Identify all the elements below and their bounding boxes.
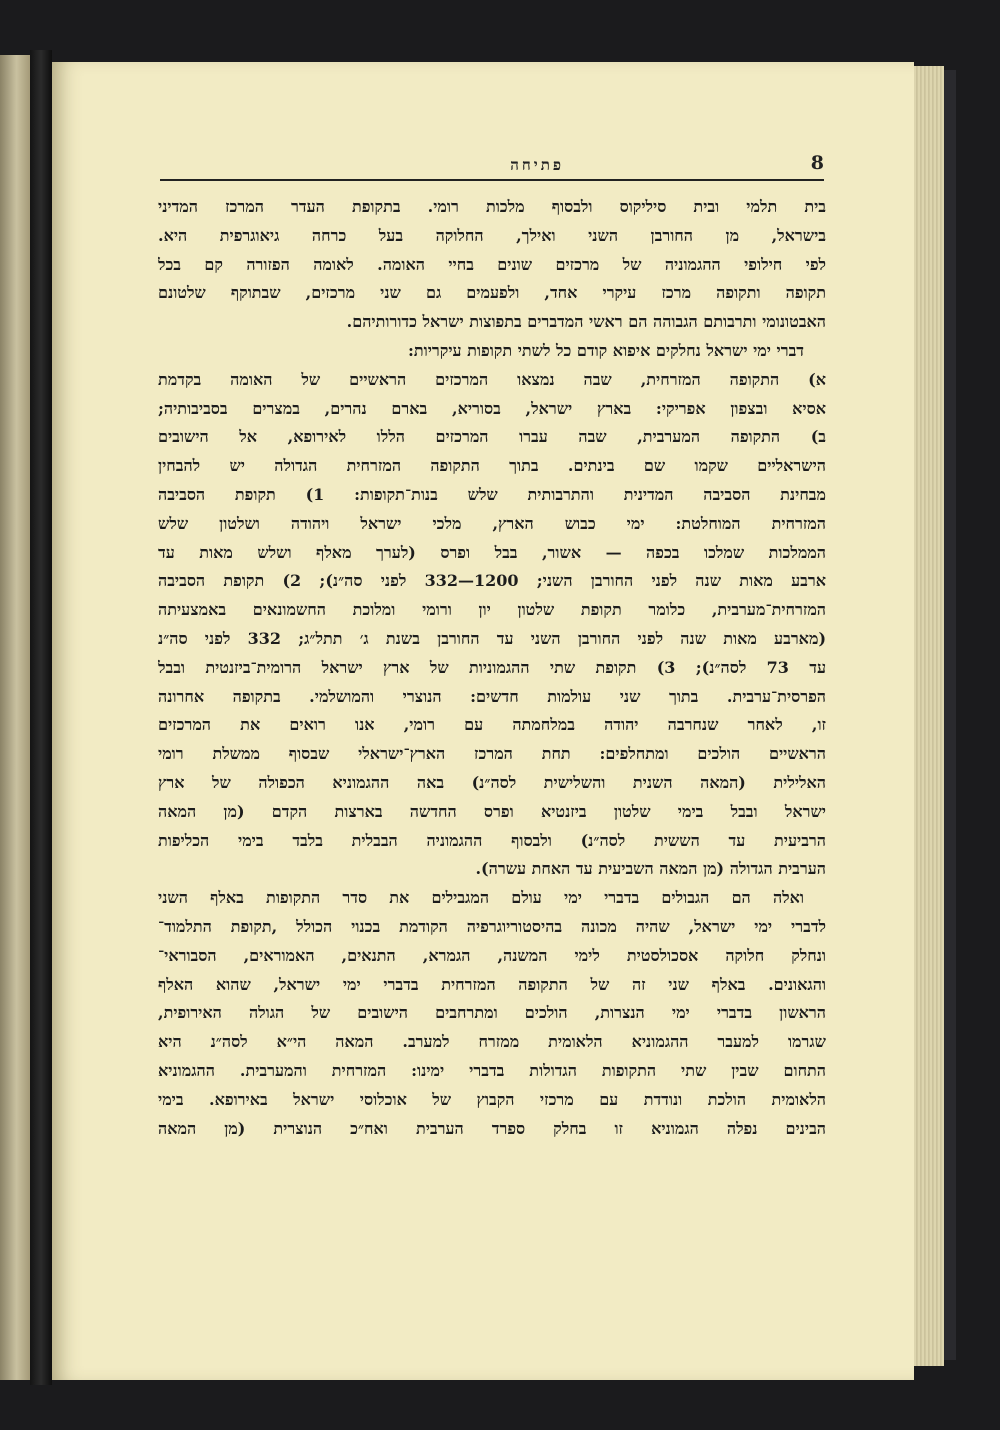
text-line: ב) התקופה המערבית, שבה עברו המרכזים הללו לאירופא, אל הישובים xyxy=(158,427,826,447)
body-text xyxy=(158,193,826,1143)
text-line: ארבע מאות שנה לפני החורבן השני; 1200—332 לפני סה״נ); 2) תקופת הסביבה xyxy=(158,571,826,591)
text-line: ישראל ובבל בימי שלטון ביזנטיא ופרס החדשה בארצות הקדם (מן המאה xyxy=(158,801,826,821)
text-line: הראשון בדברי ימי הנצרות, הולכים ומתרחבים הישובים של הגולה האירופית, xyxy=(158,1003,826,1023)
text-line: הממלכות שמלכו בכפה — אשור, בבל ופרס (לערך מאלף ושלש מאות עד xyxy=(158,542,826,562)
text-line: זו, לאחר שנחרבה יהודה במלחמתה עם רומי, אנו רואים את המרכזים xyxy=(158,715,826,735)
text-line: האבטונומי ותרבותם הגבוהה הם ראשי המדברים בתפוצות ישראל כדורותיהם. xyxy=(346,312,826,332)
text-line: התחום שבין שתי התקופות הגדולות בדברי ימינו: המזרחית והמערבית. ההגמוניא xyxy=(158,1060,826,1080)
page-stack-edges xyxy=(914,66,944,1366)
text-line: הבינים נפלה הגמוניא זו בחלק ספרד הערבית ואח״כ הנוצרית (מן המאה xyxy=(158,1118,826,1138)
text-line: לפי חילופי ההגמוניה של מרכזים שונים בחיי האומה. לאומה הפזורה קם בכל xyxy=(158,254,826,274)
text-line: הערבית הגדולה (מן המאה השביעית עד האחת עשרה). xyxy=(475,859,826,879)
text-line: אסיא ובצפון אפריקי: בארץ ישראל, בסוריא, בארם נהרים, במצרים בסביבותיה; xyxy=(158,398,826,418)
running-title: פתיחה xyxy=(510,156,564,174)
text-line: בישראל, מן החורבן השני ואילך, החלוקה בעל כרחה גיאוגרפית היא. xyxy=(158,225,826,245)
text-line-indented: ואלה הם הגבולים בדברי ימי עולם המגבילים את סדר התקופות באלף השני xyxy=(158,888,804,908)
text-line: ונחלק חלוקה אסכולסטית לימי המשנה, הגמרא, התנאים, האמוראים, הסבוראי־ xyxy=(158,945,826,965)
text-line: בית תלמי ובית סיליקוס ולבסוף מלכות רומי. בתקופת העדר המרכז המדיני xyxy=(158,197,826,216)
text-line: תקופה ותקופה מרכז עיקרי אחד, ולפעמים גם שני מרכזים, שבתוקף שלטונם xyxy=(158,283,826,303)
header-rule xyxy=(160,179,824,181)
text-line: (מארבע מאות שנה לפני החורבן השני עד החורבן בשנת ג׳ תתל״ג; 332 לפני סה״נ xyxy=(158,628,826,648)
text-line: המזרחית־מערבית, כלומר תקופת שלטון יון ורומי ומלוכת החשמונאים באמצעיתה xyxy=(158,600,826,620)
book-gutter xyxy=(30,50,52,1385)
text-line: מבחינת הסביבה המדינית והתרבותית שלש בנות־תקופות: 1) תקופת הסביבה xyxy=(158,484,826,504)
text-line: הישראליים שקמו שם בינתים. בתוך התקופה המזרחית הגדולה יש להבחין xyxy=(158,456,826,476)
text-line: הפרסית־ערבית. בתוך שני עולמות חדשים: הנוצרי והמושלמי. בתקופה אחרונה xyxy=(158,686,826,706)
running-head xyxy=(160,152,824,182)
text-line: לדברי ימי ישראל, שהיה מכונה בהיסטוריוגרפיה הקודמת בכנוי הכולל ,תקופת התלמוד־ xyxy=(158,916,826,936)
text-line: המזרחית המוחלטת: ימי כבוש הארץ, מלכי ישראל ויהודה ושלטון שלש xyxy=(158,513,826,533)
facing-page-edge xyxy=(0,55,30,1380)
text-line: הרביעית עד הששית לסה״נ) ולבסוף ההגמוניה הבבלית בלבד בימי הכליפות xyxy=(158,830,826,850)
text-line: והגאונים. באלף שני זה של התקופה המזרחית בדברי ימי ישראל, שהוא האלף xyxy=(158,974,826,994)
text-line: שגרמו למעבר ההגמוניא הלאומית ממזרח למערב. המאה הי״א לסה״נ היא xyxy=(158,1032,826,1052)
book-cover-edge xyxy=(944,70,956,1360)
text-line: הלאומית הולכת ונודדת עם מרכזי הקבוץ של אוכלוסי ישראל באירופא. בימי xyxy=(158,1089,826,1109)
text-line-indented: דברי ימי ישראל נחלקים איפוא קודם כל לשתי תקופות עיקריות: xyxy=(407,340,804,360)
page-number: 8 xyxy=(810,152,824,174)
text-line: הראשיים הולכים ומתחלפים: תחת המרכז הארץ־ישראלי שבסוף ממשלת רומי xyxy=(158,744,826,764)
text-line: א) התקופה המזרחית, שבה נמצאו המרכזים הראשיים של האומה בקדמת xyxy=(158,369,826,389)
text-line: עד 73 לסה״נ); 3) תקופת שתי ההגמוניות של ארץ ישראל הרומית־ביזנטית ובבל xyxy=(158,657,826,677)
text-line: האלילית (המאה השנית והשלישית לסה״נ) באה ההגמוניא הכפולה של ארץ xyxy=(158,772,826,792)
